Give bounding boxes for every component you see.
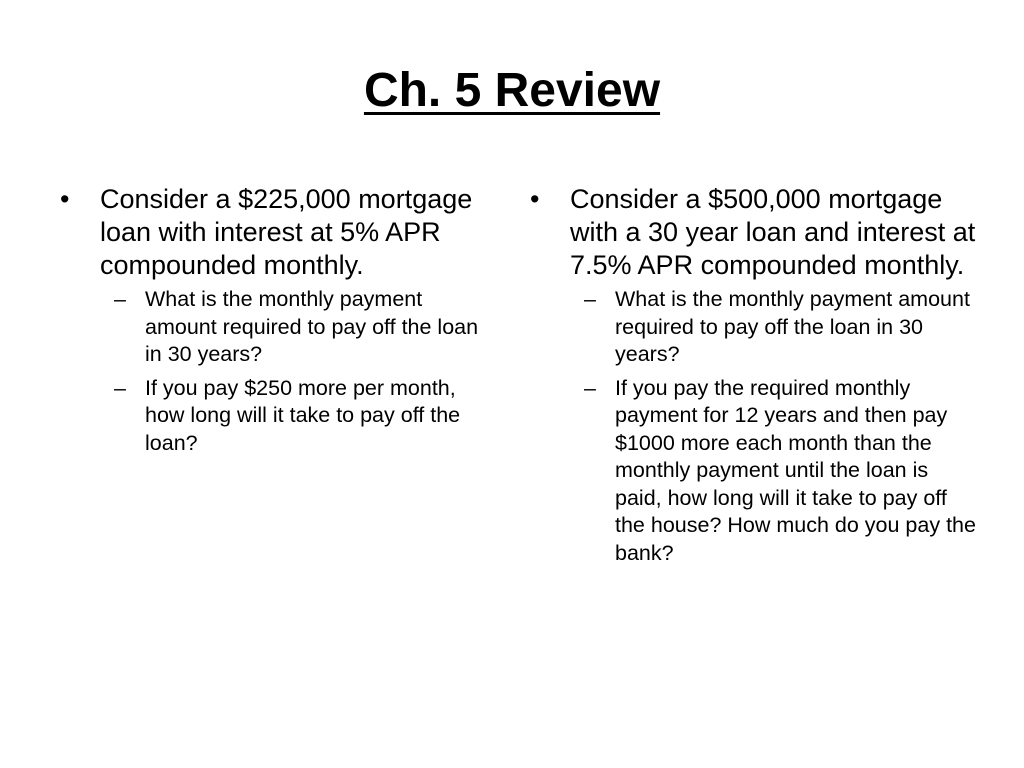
right-main-text: Consider a $500,000 mortgage with a 30 year loan and interest at 7.5% APR compounded monthly. bbox=[570, 184, 976, 280]
right-sub-item-2 bbox=[570, 375, 976, 568]
right-column bbox=[526, 183, 976, 573]
left-main-text: Consider a $225,000 mortgage loan with interest at 5% APR compounded monthly. bbox=[100, 184, 473, 280]
right-sub-text-1: What is the monthly payment amount required to pay off the loan in 30 years? bbox=[615, 287, 970, 366]
dash-icon: – bbox=[584, 375, 596, 400]
left-bullet-list bbox=[56, 183, 496, 457]
right-sub-item-1 bbox=[570, 286, 976, 369]
right-sub-text-2: If you pay the required monthly payment for 12 years and then pay $1000 more each month than the monthly payment until the loan is paid, how long will it take to pay off the house? How much do you pay the bank? bbox=[615, 375, 976, 565]
left-sub-list bbox=[100, 286, 496, 457]
right-sub-list bbox=[570, 286, 976, 567]
dash-icon: – bbox=[114, 287, 126, 311]
left-main-bullet bbox=[56, 183, 496, 457]
bullet-icon: • bbox=[60, 184, 70, 214]
left-column bbox=[56, 183, 496, 463]
left-sub-item-2 bbox=[100, 375, 496, 458]
left-sub-item-1 bbox=[100, 286, 496, 369]
dash-icon: – bbox=[114, 375, 126, 400]
slide-title: Ch. 5 Review bbox=[363, 64, 661, 117]
dash-icon: – bbox=[584, 287, 596, 311]
bullet-icon: • bbox=[530, 184, 540, 214]
left-sub-text-2: If you pay $250 more per month, how long will it take to pay off the loan? bbox=[145, 375, 461, 455]
right-main-bullet bbox=[526, 183, 976, 567]
left-sub-text-1: What is the monthly payment amount required to pay off the loan in 30 years? bbox=[145, 287, 479, 366]
right-bullet-list bbox=[526, 183, 976, 567]
